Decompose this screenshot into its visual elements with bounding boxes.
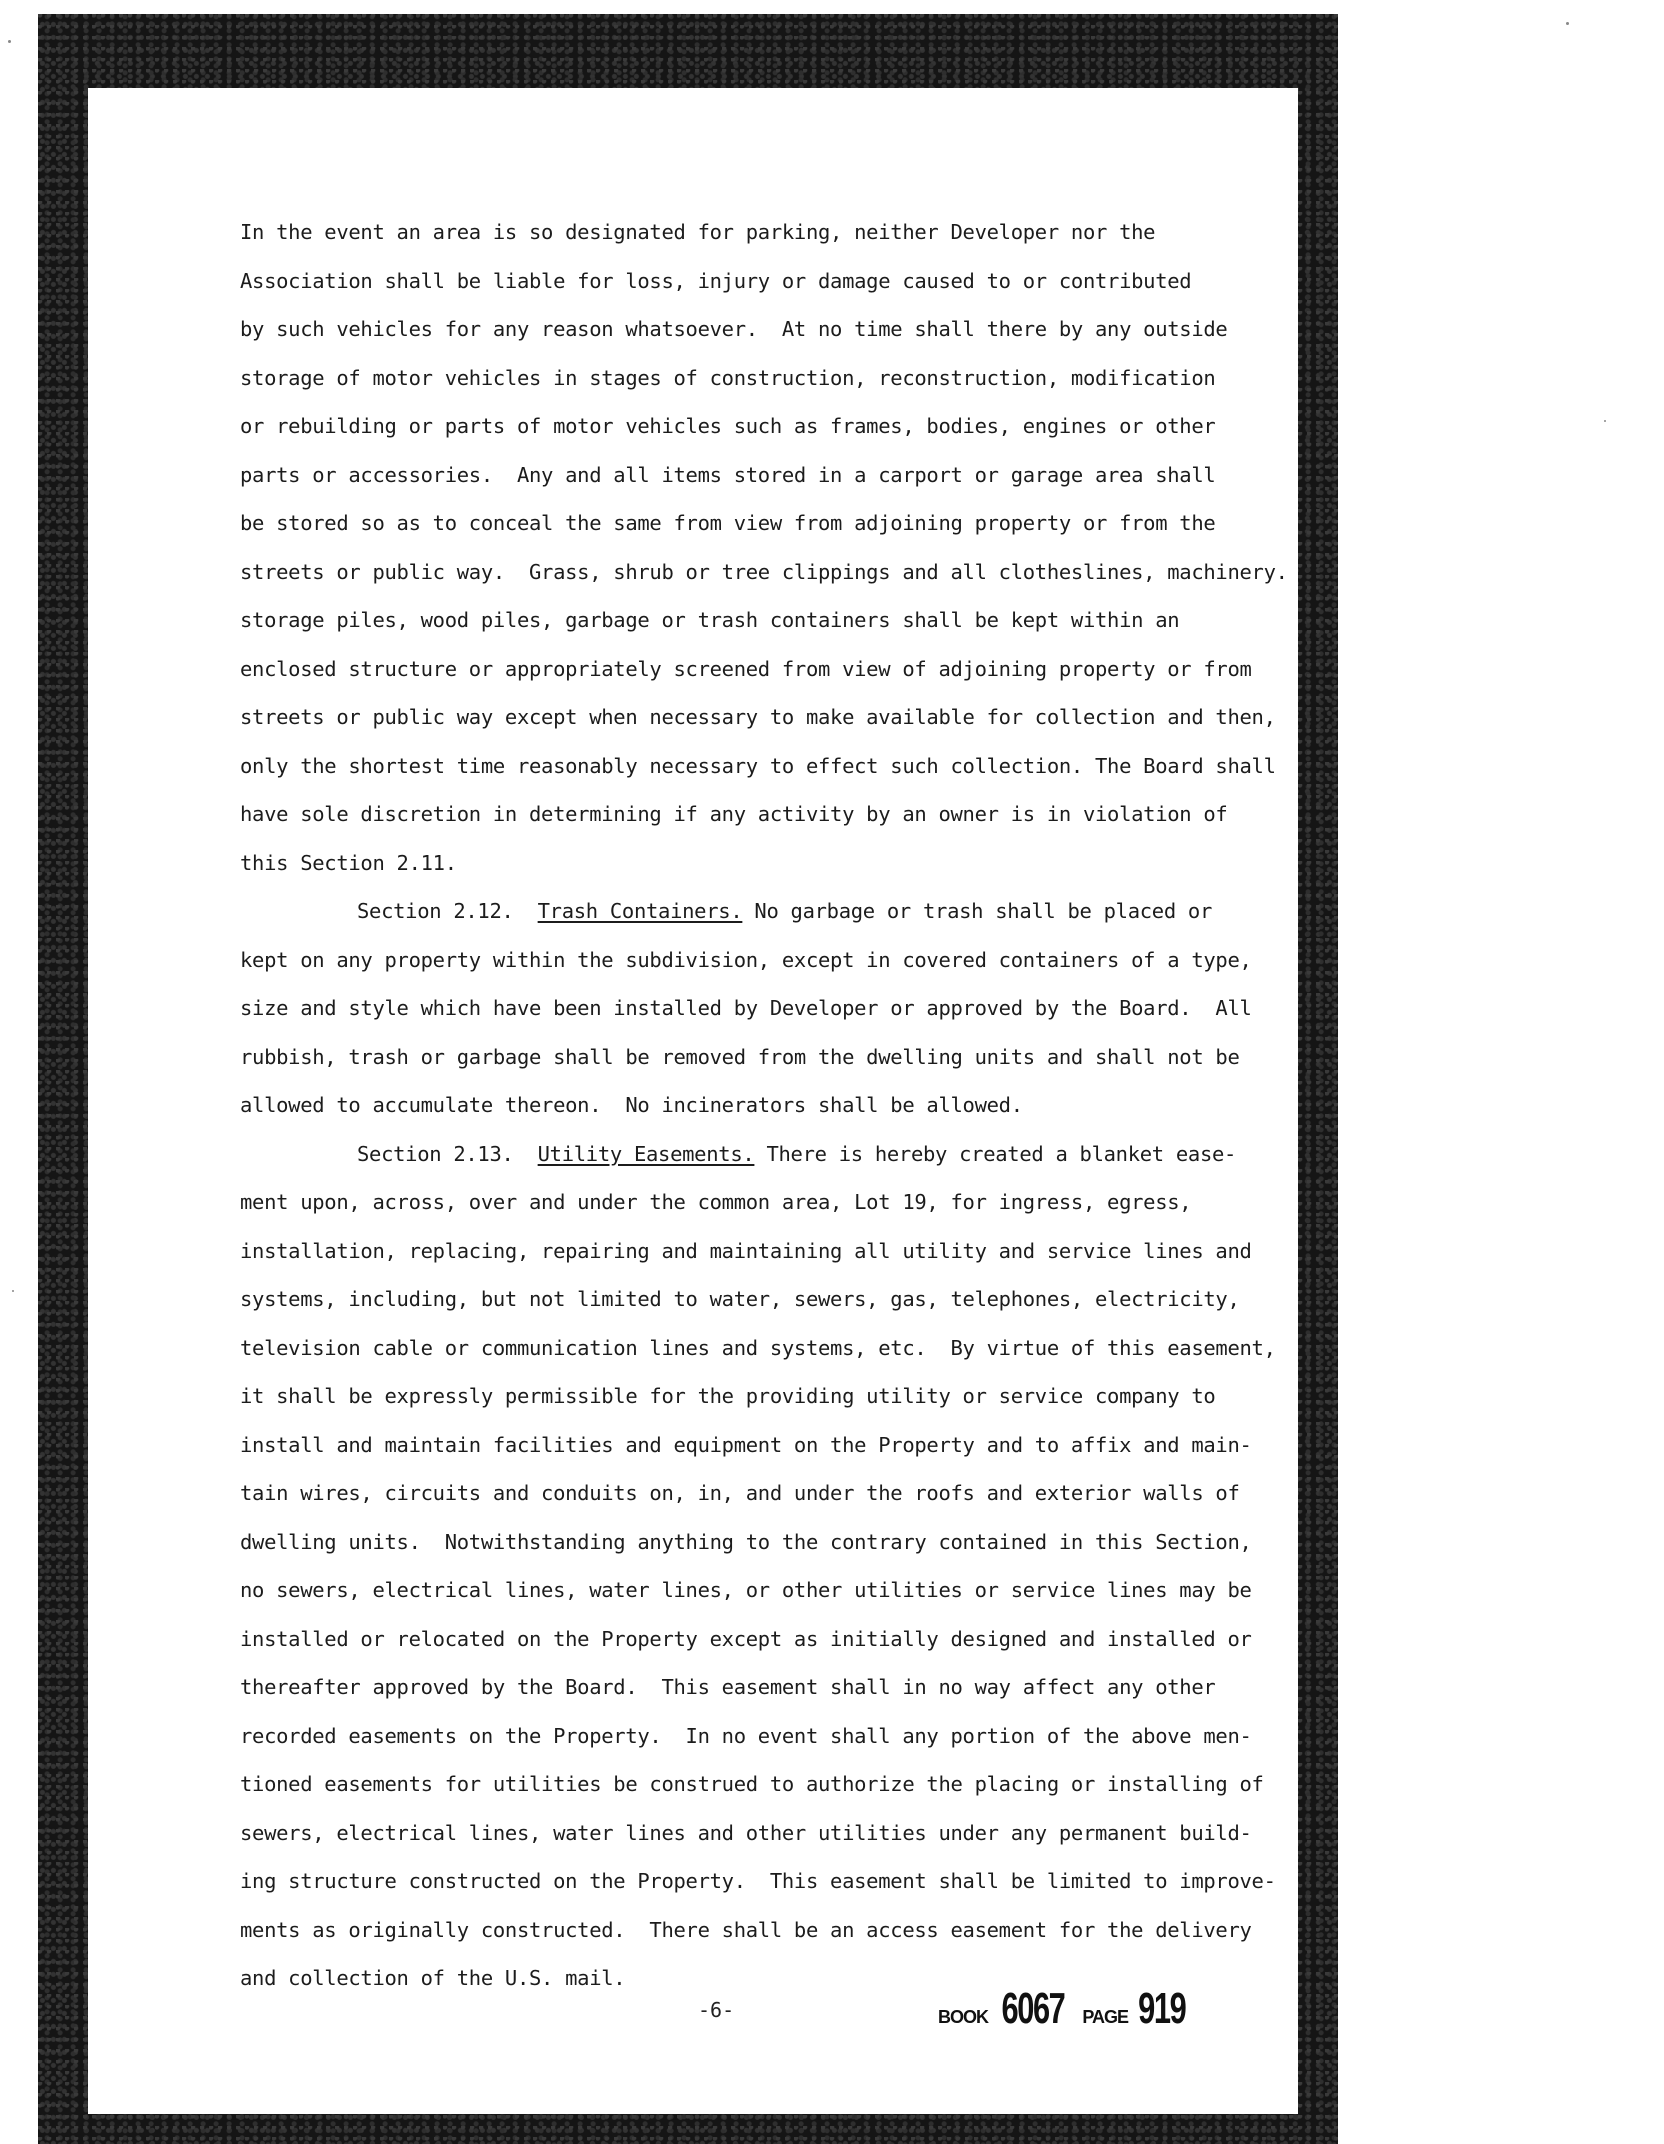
text-line: parts or accessories. Any and all items stored in a carport or garage area shall — [240, 462, 1216, 487]
text-line: streets or public way except when necessary to make available for collection and then, — [240, 705, 1276, 729]
text-line: size and style which have been installed by Developer or approved by the Board. All — [240, 996, 1252, 1020]
section-label: Section 2.13. — [357, 1141, 514, 1166]
text-line: dwelling units. Notwithstanding anything to the contrary contained in this Section, — [240, 1529, 1252, 1554]
text-line: storage piles, wood piles, garbage or trash containers shall be kept within an — [240, 608, 1180, 632]
text-line: ments as originally constructed. There shall be an access easement for the delivery — [240, 1917, 1252, 1942]
text-line: Association shall be liable for loss, injury or damage caused to or contributed — [240, 268, 1192, 293]
page-number: -6- — [698, 1998, 735, 2022]
scan-speck — [12, 1290, 14, 1292]
text-line: ing structure constructed on the Property. This easement shall be limited to improve- — [240, 1869, 1276, 1893]
scan-speck — [1566, 22, 1569, 25]
text-line: In the event an area is so designated for parking, neither Developer nor the — [240, 220, 1156, 244]
text-line: install and maintain facilities and equipment on the Property and to affix and main- — [240, 1432, 1252, 1457]
section-heading: Trash Containers. — [537, 899, 743, 923]
section-label: Section 2.12. — [357, 899, 514, 923]
text-line: storage of motor vehicles in stages of construction, reconstruction, modification — [240, 365, 1216, 390]
text-line: installed or relocated on the Property except as initially designed and installed or — [240, 1626, 1252, 1651]
text-line: systems, including, but not limited to water, sewers, gas, telephones, electricity, — [240, 1287, 1240, 1311]
text-line: enclosed structure or appropriately screened from view of adjoining property or from — [240, 656, 1252, 681]
text-line: television cable or communication lines and systems, etc. By virtue of this easement, — [240, 1335, 1276, 1360]
text-line: installation, replacing, repairing and maintaining all utility and service lines and — [240, 1238, 1252, 1263]
text-line: or rebuilding or parts of motor vehicles such as frames, bodies, engines or other — [240, 414, 1216, 438]
text-line: this Section 2.11. — [240, 850, 457, 875]
text-line: ment upon, across, over and under the common area, Lot 19, for ingress, egress, — [240, 1190, 1192, 1214]
text-line: kept on any property within the subdivision, except in covered containers of a type, — [240, 947, 1252, 972]
body-text — [240, 208, 1360, 2003]
text-line: streets or public way. Grass, shrub or tree clippings and all clotheslines, machinery. — [240, 559, 1288, 584]
text-line: by such vehicles for any reason whatsoever. At no time shall there by any outside — [240, 317, 1228, 341]
book-label: BOOK — [938, 2007, 988, 2027]
section-first-line-text: No garbage or trash shall be placed or — [742, 899, 1212, 923]
scan-speck — [8, 40, 11, 43]
text-line: tioned easements for utilities be construed to authorize the placing or installing of — [240, 1772, 1264, 1796]
text-line: tain wires, circuits and conduits on, in, and under the roofs and exterior walls of — [240, 1481, 1240, 1505]
book-number: 6067 — [1001, 1984, 1065, 2033]
section-heading: Utility Easements. — [537, 1141, 755, 1166]
section-first-line-text: There is hereby created a blanket ease- — [754, 1141, 1237, 1166]
recorded-page-number: 919 — [1138, 1984, 1186, 2033]
book-page-stamp — [938, 1984, 1195, 2034]
text-line: only the shortest time reasonably necessary to effect such collection. The Board shall — [240, 753, 1276, 778]
document-page — [88, 88, 1298, 2114]
text-line: and collection of the U.S. mail. — [240, 1966, 626, 1990]
section-2-13-heading-line — [240, 1130, 1360, 1179]
text-line: be stored so as to conceal the same from view from adjoining property or from the — [240, 511, 1216, 535]
text-line: thereafter approved by the Board. This easement shall in no way affect any other — [240, 1675, 1216, 1699]
text-line: no sewers, electrical lines, water lines, or other utilities or service lines may be — [240, 1578, 1252, 1602]
page-label: PAGE — [1082, 2007, 1129, 2027]
text-line: it shall be expressly permissible for the providing utility or service company to — [240, 1384, 1216, 1408]
scan-speck — [1604, 420, 1606, 422]
text-line: sewers, electrical lines, water lines and other utilities under any permanent build- — [240, 1820, 1252, 1845]
text-line: allowed to accumulate thereon. No incinerators shall be allowed. — [240, 1093, 1023, 1117]
text-line: have sole discretion in determining if any activity by an owner is in violation of — [240, 802, 1228, 826]
text-line: rubbish, trash or garbage shall be removed from the dwelling units and shall not be — [240, 1044, 1240, 1069]
text-line: recorded easements on the Property. In no event shall any portion of the above men- — [240, 1723, 1252, 1748]
section-2-12-heading-line — [240, 887, 1360, 936]
